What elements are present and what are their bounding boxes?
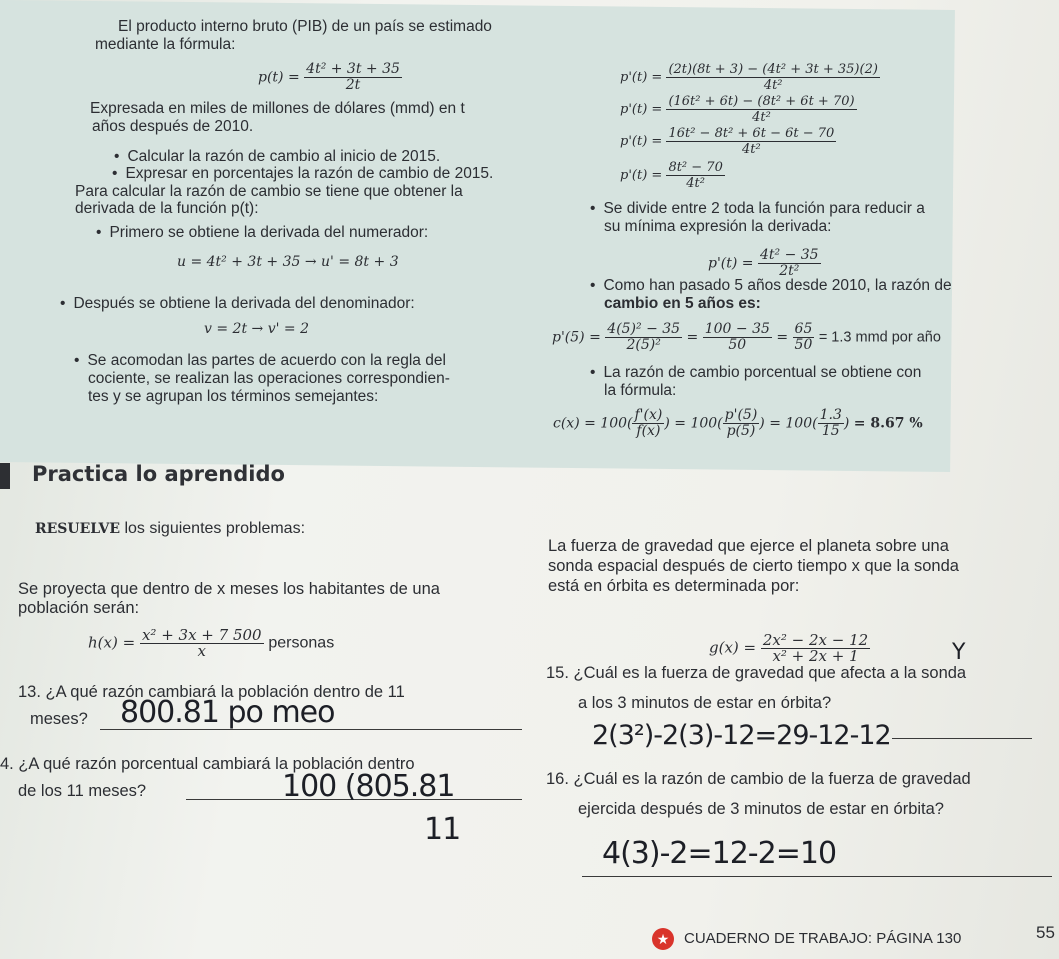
question-15: 15. ¿Cuál es la fuerza de gravedad que afecta a la sonda [546, 664, 967, 682]
instructions: RESUELVE los siguientes problemas: [35, 520, 306, 537]
gravity-problem-2: sonda espacial después de cierto tiempo x que la sonda [548, 557, 959, 575]
method-text: Para calcular la razón de cambio se tiene que obtener la [75, 183, 463, 200]
answer-line-16 [582, 876, 1052, 877]
section-title: Practica lo aprendido [32, 462, 285, 486]
step-quotient: • Se acomodan las partes de acuerdo con la regla del [74, 352, 446, 370]
u-derivative: u = 4t² + 3t + 35 → u' = 8t + 3 [177, 254, 399, 270]
answer-line-15 [892, 738, 1032, 739]
gravity-formula: g(x) = $\frac{\text{2x² − 2x − 12}}{\text{x² + 2x + 1}}$ [709, 631, 869, 665]
intro-text: El producto interno bruto (PIB) de un país se estimado [118, 18, 492, 35]
gravity-problem: La fuerza de gravedad que ejerce el planeta sobre una [548, 537, 949, 555]
bullet-rate: • Calcular la razón de cambio al inicio de 2015. [114, 148, 440, 166]
step-quotient-2: cociente, se realizan las operaciones correspondien- [88, 370, 450, 387]
question-13-2: meses? [30, 710, 88, 728]
star-icon: ★ [652, 928, 674, 950]
handwritten-answer-13: 800.81 po meo [120, 695, 335, 730]
handwritten-answer-16: 4(3)-2=12-2=10 [602, 836, 837, 871]
question-16: 16. ¿Cuál es la razón de cambio de la fuerza de gravedad [546, 770, 971, 788]
question-13: 13. ¿A qué razón cambiará la población dentro de 11 [18, 683, 405, 701]
page-number: 55 [1036, 923, 1055, 942]
expression-text: Expresada en miles de millones de dólares (mmd) en t [90, 100, 465, 117]
question-14-2: de los 11 meses? [18, 782, 147, 800]
handwritten-answer-14: 100 (805.81 [282, 769, 455, 804]
workbook-reference: ★ CUADERNO DE TRABAJO: PÁGINA 130 [652, 928, 961, 950]
method-text-2: derivada de la función p(t): [75, 200, 259, 217]
derivative-step-1: p'(t) = $\frac{\text{(2t)(8t + 3) − (4t² + 3t + 35)(2)}}{\text{4t²}}$ [620, 62, 878, 93]
derivative-step-4: p'(t) = $\frac{\text{8t² − 70}}{\text{4t²}}$ [620, 160, 723, 191]
bullet-percent: • Expresar en porcentajes la razón de cambio de 2015. [112, 165, 493, 183]
percent-text: • La razón de cambio porcentual se obtiene con [590, 364, 921, 382]
question-14: 4. ¿A qué razón porcentual cambiará la población dentro [0, 755, 415, 773]
question-15-2: a los 3 minutos de estar en órbita? [578, 694, 832, 712]
derivative-reduced: p'(t) = $\frac{\text{4t² − 35}}{\text{2t²}}$ [708, 247, 819, 279]
handwritten-mark: Y [952, 640, 965, 665]
derivative-step-2: p'(t) = $\frac{\text{(16t² + 6t) − (8t² + 6t + 70)}}{\text{4t²}}$ [620, 94, 855, 125]
handwritten-answer-15: 2(3²)-2(3)-12=29-12-12 [592, 720, 891, 751]
years-text-2: cambio en 5 años es: [604, 295, 761, 312]
percent-text-2: la fórmula: [604, 382, 677, 399]
divide-text-2: su mínima expresión la derivada: [604, 218, 832, 235]
gravity-problem-3: está en órbita es determinada por: [548, 577, 800, 595]
rate-at-5: p'(5) = $\frac{\text{4(5)² − 35}}{\text{2(5)²}}$ = $\frac{100 - 35}{50}$ = $\frac{65}{50}$ = 1.3 mmd por año [552, 321, 941, 353]
section-marker [0, 463, 10, 489]
step-numerator: • Primero se obtiene la derivada del numerador: [96, 224, 428, 242]
derivative-step-3: p'(t) = $\frac{\text{16t² − 8t² + 6t − 6t − 70}}{\text{4t²}}$ [620, 126, 835, 157]
handwritten-answer-14-denominator: 11 [424, 812, 461, 847]
step-quotient-3: tes y se agrupan los términos semejantes: [88, 388, 379, 405]
question-16-2: ejercida después de 3 minutos de estar en órbita? [578, 800, 944, 818]
years-text: • Como han pasado 5 años desde 2010, la razón de [590, 277, 952, 295]
population-problem: Se proyecta que dentro de x meses los habitantes de una [18, 580, 440, 598]
percent-formula: c(x) = 100( $\frac{f'(x)}{f(x)}$ ) = 100( $\frac{p'(5)}{p(5)}$ ) = 100( $\frac{1.3}{15}$ ) = 8.67 % [553, 407, 923, 439]
intro-text-2: mediante la fórmula: [95, 36, 236, 53]
formula-p: p(t) = $\frac{\text{4t² + 3t + 35}}{2t}$ [258, 61, 400, 93]
expression-text-2: años después de 2010. [92, 118, 254, 135]
population-problem-2: población serán: [18, 599, 140, 617]
divide-text: • Se divide entre 2 toda la función para reducir a [590, 200, 925, 218]
population-formula: h(x) = $\frac{\text{x² + 3x + 7 500}}{x}$ personas [88, 626, 335, 660]
step-denominator: • Después se obtiene la derivada del denominador: [60, 295, 415, 313]
v-derivative: v = 2t → v' = 2 [204, 321, 309, 337]
